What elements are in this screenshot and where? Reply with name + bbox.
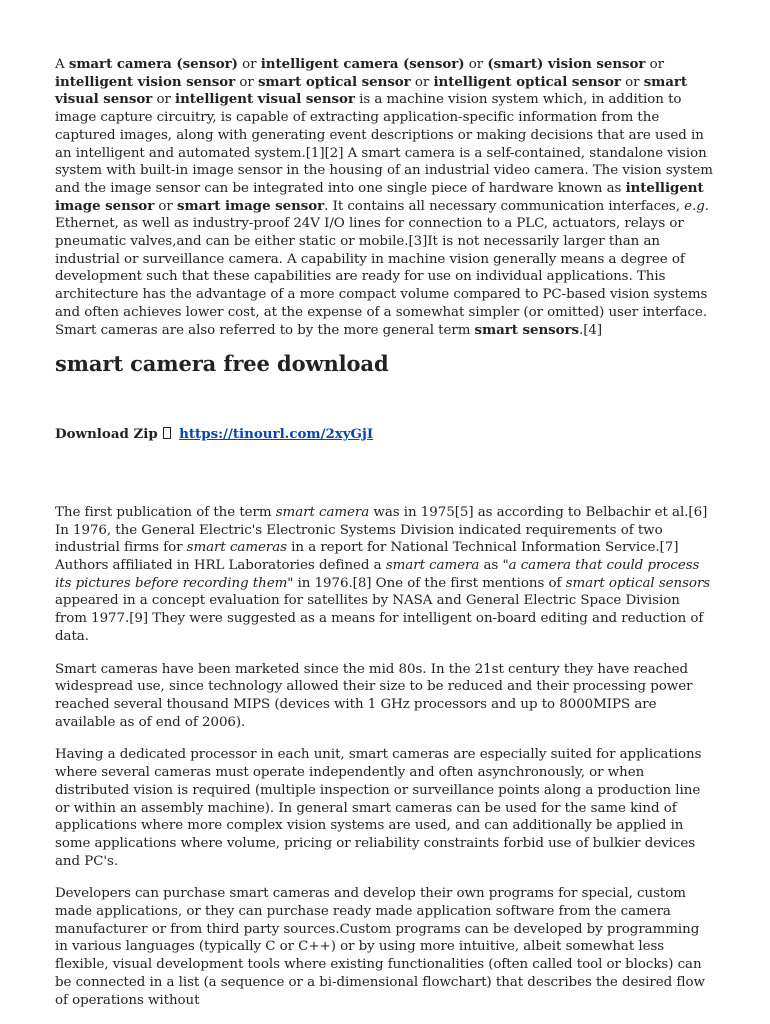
download-label: Download Zip bbox=[55, 426, 158, 443]
page-title: smart camera free download bbox=[55, 351, 389, 377]
download-link[interactable]: https://tinourl.com/2xyGjI bbox=[179, 426, 374, 443]
body-paragraph: The first publication of the term smart camera was in 1975[5] as according to Belbachir et al.[6] In 1976, the General Electric's Electronic Systems Division indicated requirements of two industrial firms for smart cameras in a report for National Technical Information Service.[7] Authors affiliated in HRL Laboratories defined a smart camera as "a camera that could process its pictures before recording them" in 1976.[8] One of the first mentions of smart optical sensors appeared in a concept evaluation for satellites by NASA and General Electric Space Division from 1977.[9] They were suggested as a means for intelligent on-board editing and reduction of data. bbox=[55, 504, 711, 644]
body-paragraph: Developers can purchase smart cameras and develop their own programs for special, custom made applications, or they can purchase ready made application software from the camera manufacturer or from third party sources.Custom programs can be developed by programming in various languages (typically C or C++) or by using more intuitive, albeit somewhat less flexible, visual development tools where existing functionalities (often called tool or blocks) can be connected in a list (a sequence or a bi-dimensional flowchart) that describes the desired flow of operations without bbox=[55, 886, 705, 1008]
download-line bbox=[55, 426, 715, 444]
body-text bbox=[55, 504, 715, 1009]
intro-paragraph: A smart camera (sensor) or intelligent camera (sensor) or (smart) vision sensor or intelligent vision sensor or smart optical sensor or intelligent optical sensor or smart visual sensor or intelligent visual sensor is a machine vision system which, in addition to image capture circuitry, is capable of extracting application-specific information from the captured images, along with generating event descriptions or making decisions that are used in an intelligent and automated system.[1][2] A smart camera is a self-contained, standalone vision system with built-in image sensor in the housing of an industrial video camera. The vision system and the image sensor can be integrated into one single piece of hardware known as intelligent image sensor or smart image sensor. It contains all necessary communication interfaces, e.g. Ethernet, as well as industry-proof 24V I/O lines for connection to a PLC, actuators, relays or pneumatic valves,and can be either static or mobile.[3]It is not necessarily larger than an industrial or surveillance camera. A capability in machine vision generally means a degree of development such that these capabilities are ready for use on individual applications. This architecture has the advantage of a more compact volume compared to PC-based vision systems and often achieves lower cost, at the expense of a somewhat simpler (or omitted) user interface. Smart cameras are also referred to by the more general term smart sensors.[4] bbox=[55, 56, 713, 338]
body-paragraph: Having a dedicated processor in each unit, smart cameras are especially suited for applications where several cameras must operate independently and often asynchronously, or when distributed vision is required (multiple inspection or surveillance points along a production line or within an assembly machine). In general smart cameras can be used for the same kind of applications where more complex vision systems are used, and can additionally be applied in some applications where volume, pricing or reliability constraints forbid use of bulkier devices and PC's. bbox=[55, 747, 702, 869]
body-paragraph: Smart cameras have been marketed since the mid 80s. In the 21st century they have reached widespread use, since technology allowed their size to be reduced and their processing power reached several thousand MIPS (devices with 1 GHz processors and up to 8000MIPS are available as of end of 2006). bbox=[55, 661, 693, 730]
download-arrow-icon bbox=[163, 427, 171, 439]
